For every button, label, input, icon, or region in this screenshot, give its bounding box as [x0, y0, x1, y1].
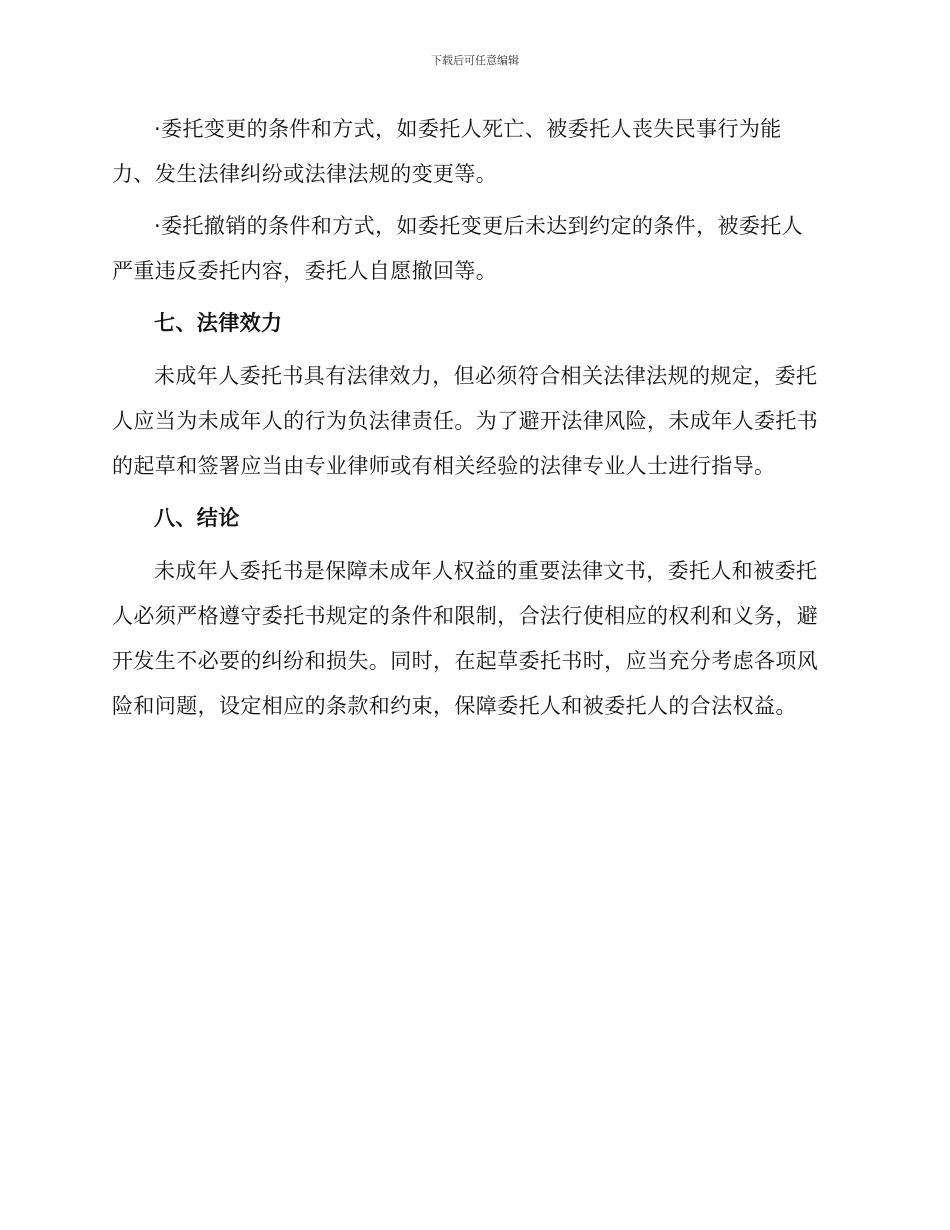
page-header: 下载后可任意编辑 [431, 54, 519, 67]
document-body [112, 107, 830, 736]
paragraph-delegation-change [112, 107, 830, 197]
paragraph-line: ·委托变更的条件和方式，如委托人死亡、被委托人丧失民事行为能 [154, 117, 782, 141]
paragraph-legal-effect [112, 354, 830, 489]
paragraph-conclusion [112, 549, 830, 729]
paragraph-delegation-revocation [112, 204, 830, 294]
paragraph-line: 人必须严格遵守委托书规定的条件和限制，合法行使相应的权利和义务，避 [112, 604, 819, 628]
section-heading-conclusion: 八、结论 [154, 506, 240, 530]
paragraph-line: 未成年人委托书具有法律效力，但必须符合相关法律法规的规定，委托 [154, 364, 818, 388]
paragraph-line: 严重违反委托内容，委托人自愿撤回等。 [112, 259, 498, 283]
paragraph-line: ·委托撤销的条件和方式，如委托变更后未达到约定的条件，被委托人 [154, 214, 804, 238]
paragraph-line: 未成年人委托书是保障未成年人权益的重要法律文书，委托人和被委托 [154, 559, 818, 583]
paragraph-line: 人应当为未成年人的行为负法律责任。为了避开法律风险，未成年人委托书 [112, 409, 819, 433]
section-heading-legal-effect: 七、法律效力 [154, 311, 283, 335]
paragraph-line: 的起草和签署应当由专业律师或有相关经验的法律专业人士进行指导。 [112, 454, 776, 478]
paragraph-line: 开发生不必要的纠纷和损失。同时，在起草委托书时，应当充分考虑各项风 [112, 649, 819, 673]
paragraph-line: 力、发生法律纠纷或法律法规的变更等。 [112, 162, 498, 186]
paragraph-line: 险和问题，设定相应的条款和约束，保障委托人和被委托人的合法权益。 [112, 694, 797, 718]
